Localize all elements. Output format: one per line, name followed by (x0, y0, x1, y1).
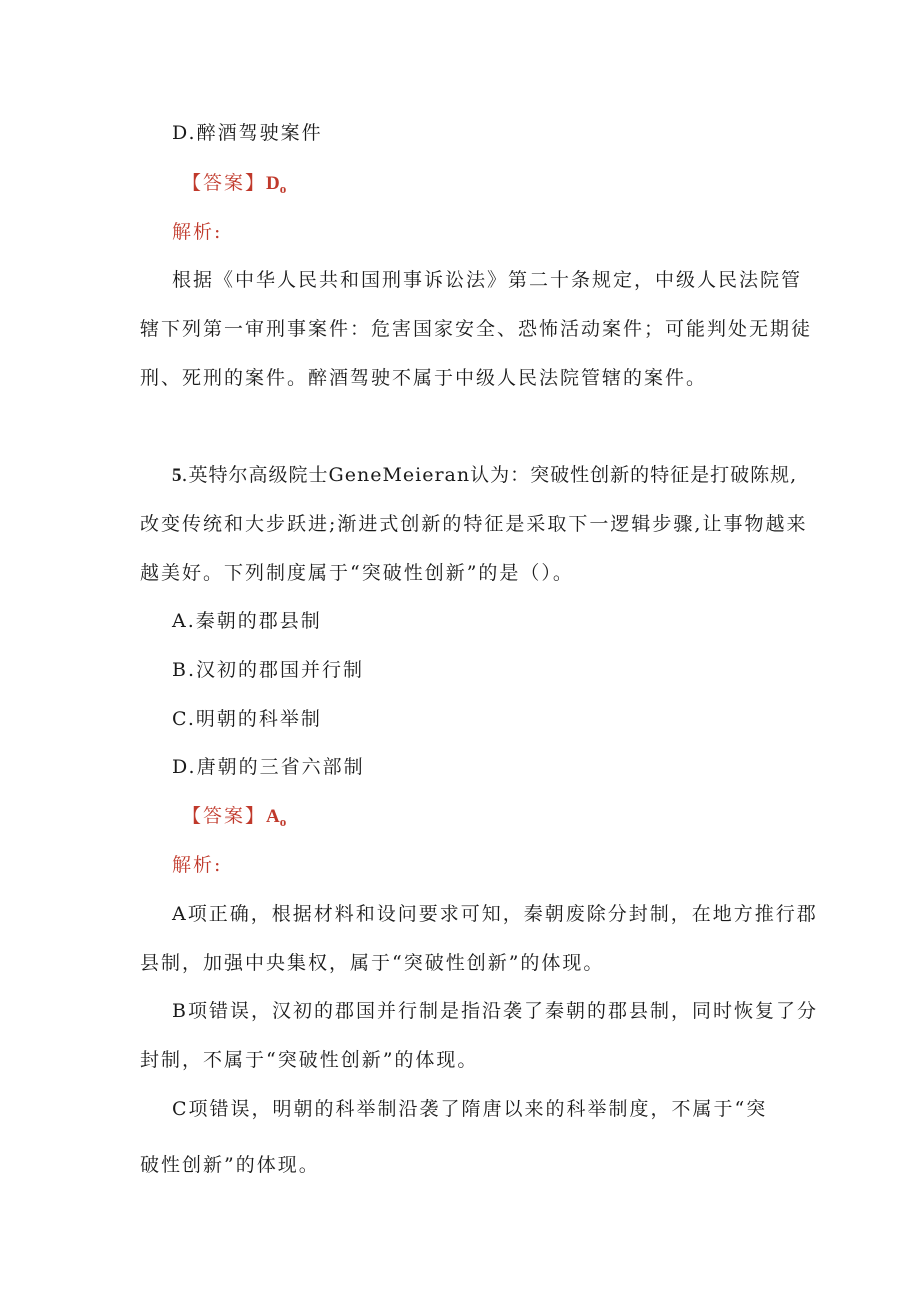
option-d-prev: D.醉酒驾驶案件 (172, 122, 323, 144)
option-c: C.明朝的科举制 (172, 708, 322, 730)
analysis-line-q5-4: 封制，不属于“突破性创新”的体现。 (140, 1049, 479, 1071)
analysis-label-q5: 解析: (172, 854, 223, 876)
question-5-stem-3: 越美好。下列制度属于“突破性创新”的是（）。 (140, 562, 574, 584)
analysis-line-q5-1: A项正确，根据材料和设问要求可知，秦朝废除分封制，在地方推行郡 (172, 903, 818, 925)
answer-tail: o (279, 814, 287, 829)
question-stem-text: .英特尔高级院士GeneMeieran认为：突破性创新的特征是打破陈规, (181, 464, 798, 486)
question-5-stem-2: 改变传统和大步跃进;渐进式创新的特征是采取下一逻辑步骤,让事物越来 (140, 513, 808, 535)
analysis-line-q5-3: B项错误，汉初的郡国并行制是指沿袭了秦朝的郡县制，同时恢复了分 (172, 1000, 818, 1022)
answer-letter: A (266, 806, 280, 827)
analysis-line-q5-5: C项错误，明朝的科举制沿袭了隋唐以来的科举制度，不属于“突 (172, 1098, 768, 1120)
answer-letter: D (266, 173, 280, 194)
analysis-line-prev-2: 辖下列第一审刑事案件：危害国家安全、恐怖活动案件；可能判处无期徒 (140, 318, 813, 340)
question-5-stem-1 (172, 462, 797, 489)
answer-label: 【答案】 (182, 172, 267, 194)
answer-q5 (182, 803, 286, 831)
answer-label: 【答案】 (182, 805, 267, 827)
option-a: A.秦朝的郡县制 (172, 610, 322, 632)
answer-prev (182, 170, 286, 198)
answer-tail: o (279, 181, 287, 196)
analysis-line-prev-3: 刑、死刑的案件。醉酒驾驶不属于中级人民法院管辖的案件。 (140, 367, 708, 389)
analysis-label-prev: 解析: (172, 221, 223, 243)
option-d: D.唐朝的三省六部制 (172, 756, 365, 778)
analysis-line-q5-6: 破性创新”的体现。 (140, 1154, 320, 1176)
option-b: B.汉初的郡国并行制 (172, 659, 365, 681)
analysis-line-prev-1: 根据《中华人民共和国刑事诉讼法》第二十条规定，中级人民法院管 (172, 269, 803, 291)
question-number: 5 (172, 465, 182, 486)
analysis-line-q5-2: 县制，加强中央集权，属于“突破性创新”的体现。 (140, 952, 605, 974)
